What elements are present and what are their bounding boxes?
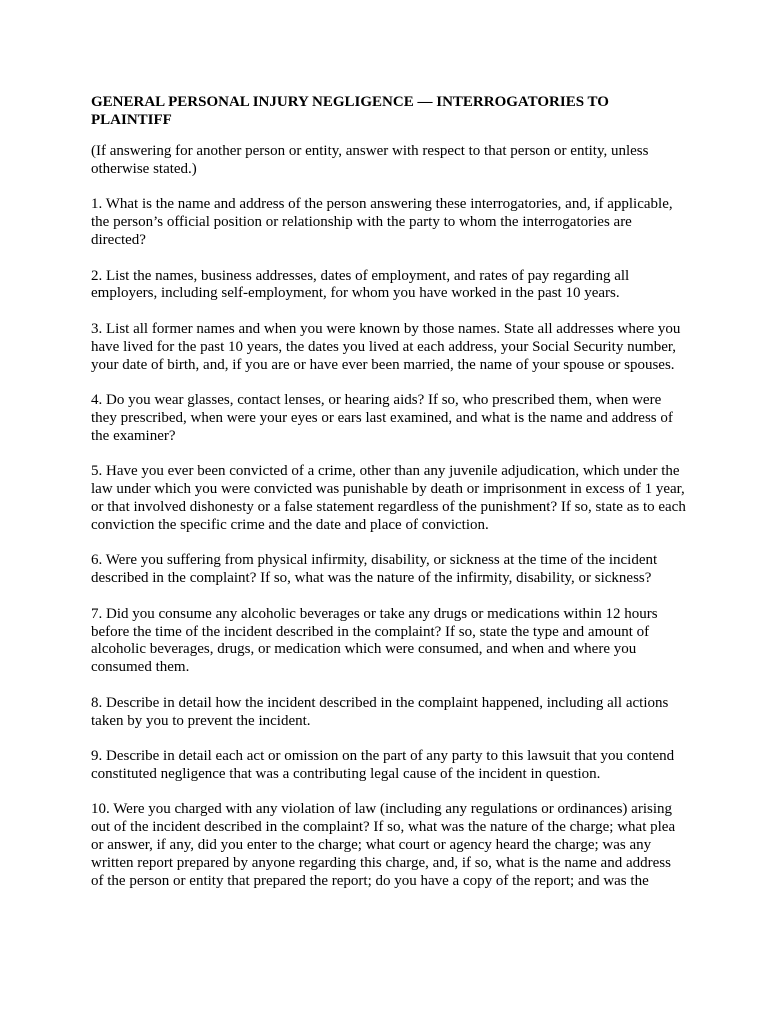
document-page — [91, 93, 686, 908]
interrogatory-8: 8. Describe in detail how the incident described in the complaint happened, including all actions taken by you to prevent the incident. — [91, 694, 669, 729]
document-title: GENERAL PERSONAL INJURY NEGLIGENCE — INTERROGATORIES TO PLAINTIFF — [91, 94, 609, 128]
interrogatory-9: 9. Describe in detail each act or omission on the part of any party to this lawsuit that you contend constituted negligence that was a contributing legal cause of the incident in question. — [91, 748, 675, 782]
interrogatory-6: 6. Were you suffering from physical infirmity, disability, or sickness at the time of the incident described in the complaint? If so, what was the nature of the infirmity, disability, or sickness? — [91, 552, 658, 587]
interrogatory-10: 10. Were you charged with any violation of law (including any regulations or ordinances) arising out of the incident described in the complaint? If so, what was the nature of the charge; what plea or answer, if any, did you enter to the charge; what court or agency heard the charge; was any written report prepared by anyone regarding this charge, and, if so, what is the name and address of the person or entity that prepared the report; do you have a copy of the report; and was the — [91, 801, 676, 889]
interrogatory-2: 2. List the names, business addresses, dates of employment, and rates of pay regarding all employers, including self-employment, for whom you have worked in the past 10 years. — [91, 267, 630, 302]
interrogatory-3: 3. List all former names and when you were known by those names. State all addresses where you have lived for the past 10 years, the dates you lived at each address, your Social Security number, your date of birth, and, if you are or have ever been married, the name of your spouse or spouses. — [91, 320, 681, 373]
interrogatory-1: 1. What is the name and address of the person answering these interrogatories, and, if applicable, the person’s official position or relationship with the party to whom the interrogatories are directed? — [91, 196, 673, 248]
interrogatory-7: 7. Did you consume any alcoholic beverages or take any drugs or medications within 12 hours before the time of the incident described in the complaint? If so, state the type and amount of alcoholic beverages, drugs, or medication which were consumed, and when and where you consumed them. — [91, 605, 658, 676]
intro-paragraph: (If answering for another person or entity, answer with respect to that person or entity, unless otherwise stated.) — [91, 143, 649, 177]
interrogatory-5: 5. Have you ever been convicted of a crime, other than any juvenile adjudication, which under the law under which you were convicted was punishable by death or imprisonment in excess of 1 year, or that involved dishonesty or a false statement regardless of the punishment? If so, state as to each conviction the specific crime and the date and place of conviction. — [91, 463, 686, 533]
interrogatory-4: 4. Do you wear glasses, contact lenses, or hearing aids? If so, who prescribed them, when were they prescribed, when were your eyes or ears last examined, and what is the name and address of the examiner? — [91, 392, 673, 444]
